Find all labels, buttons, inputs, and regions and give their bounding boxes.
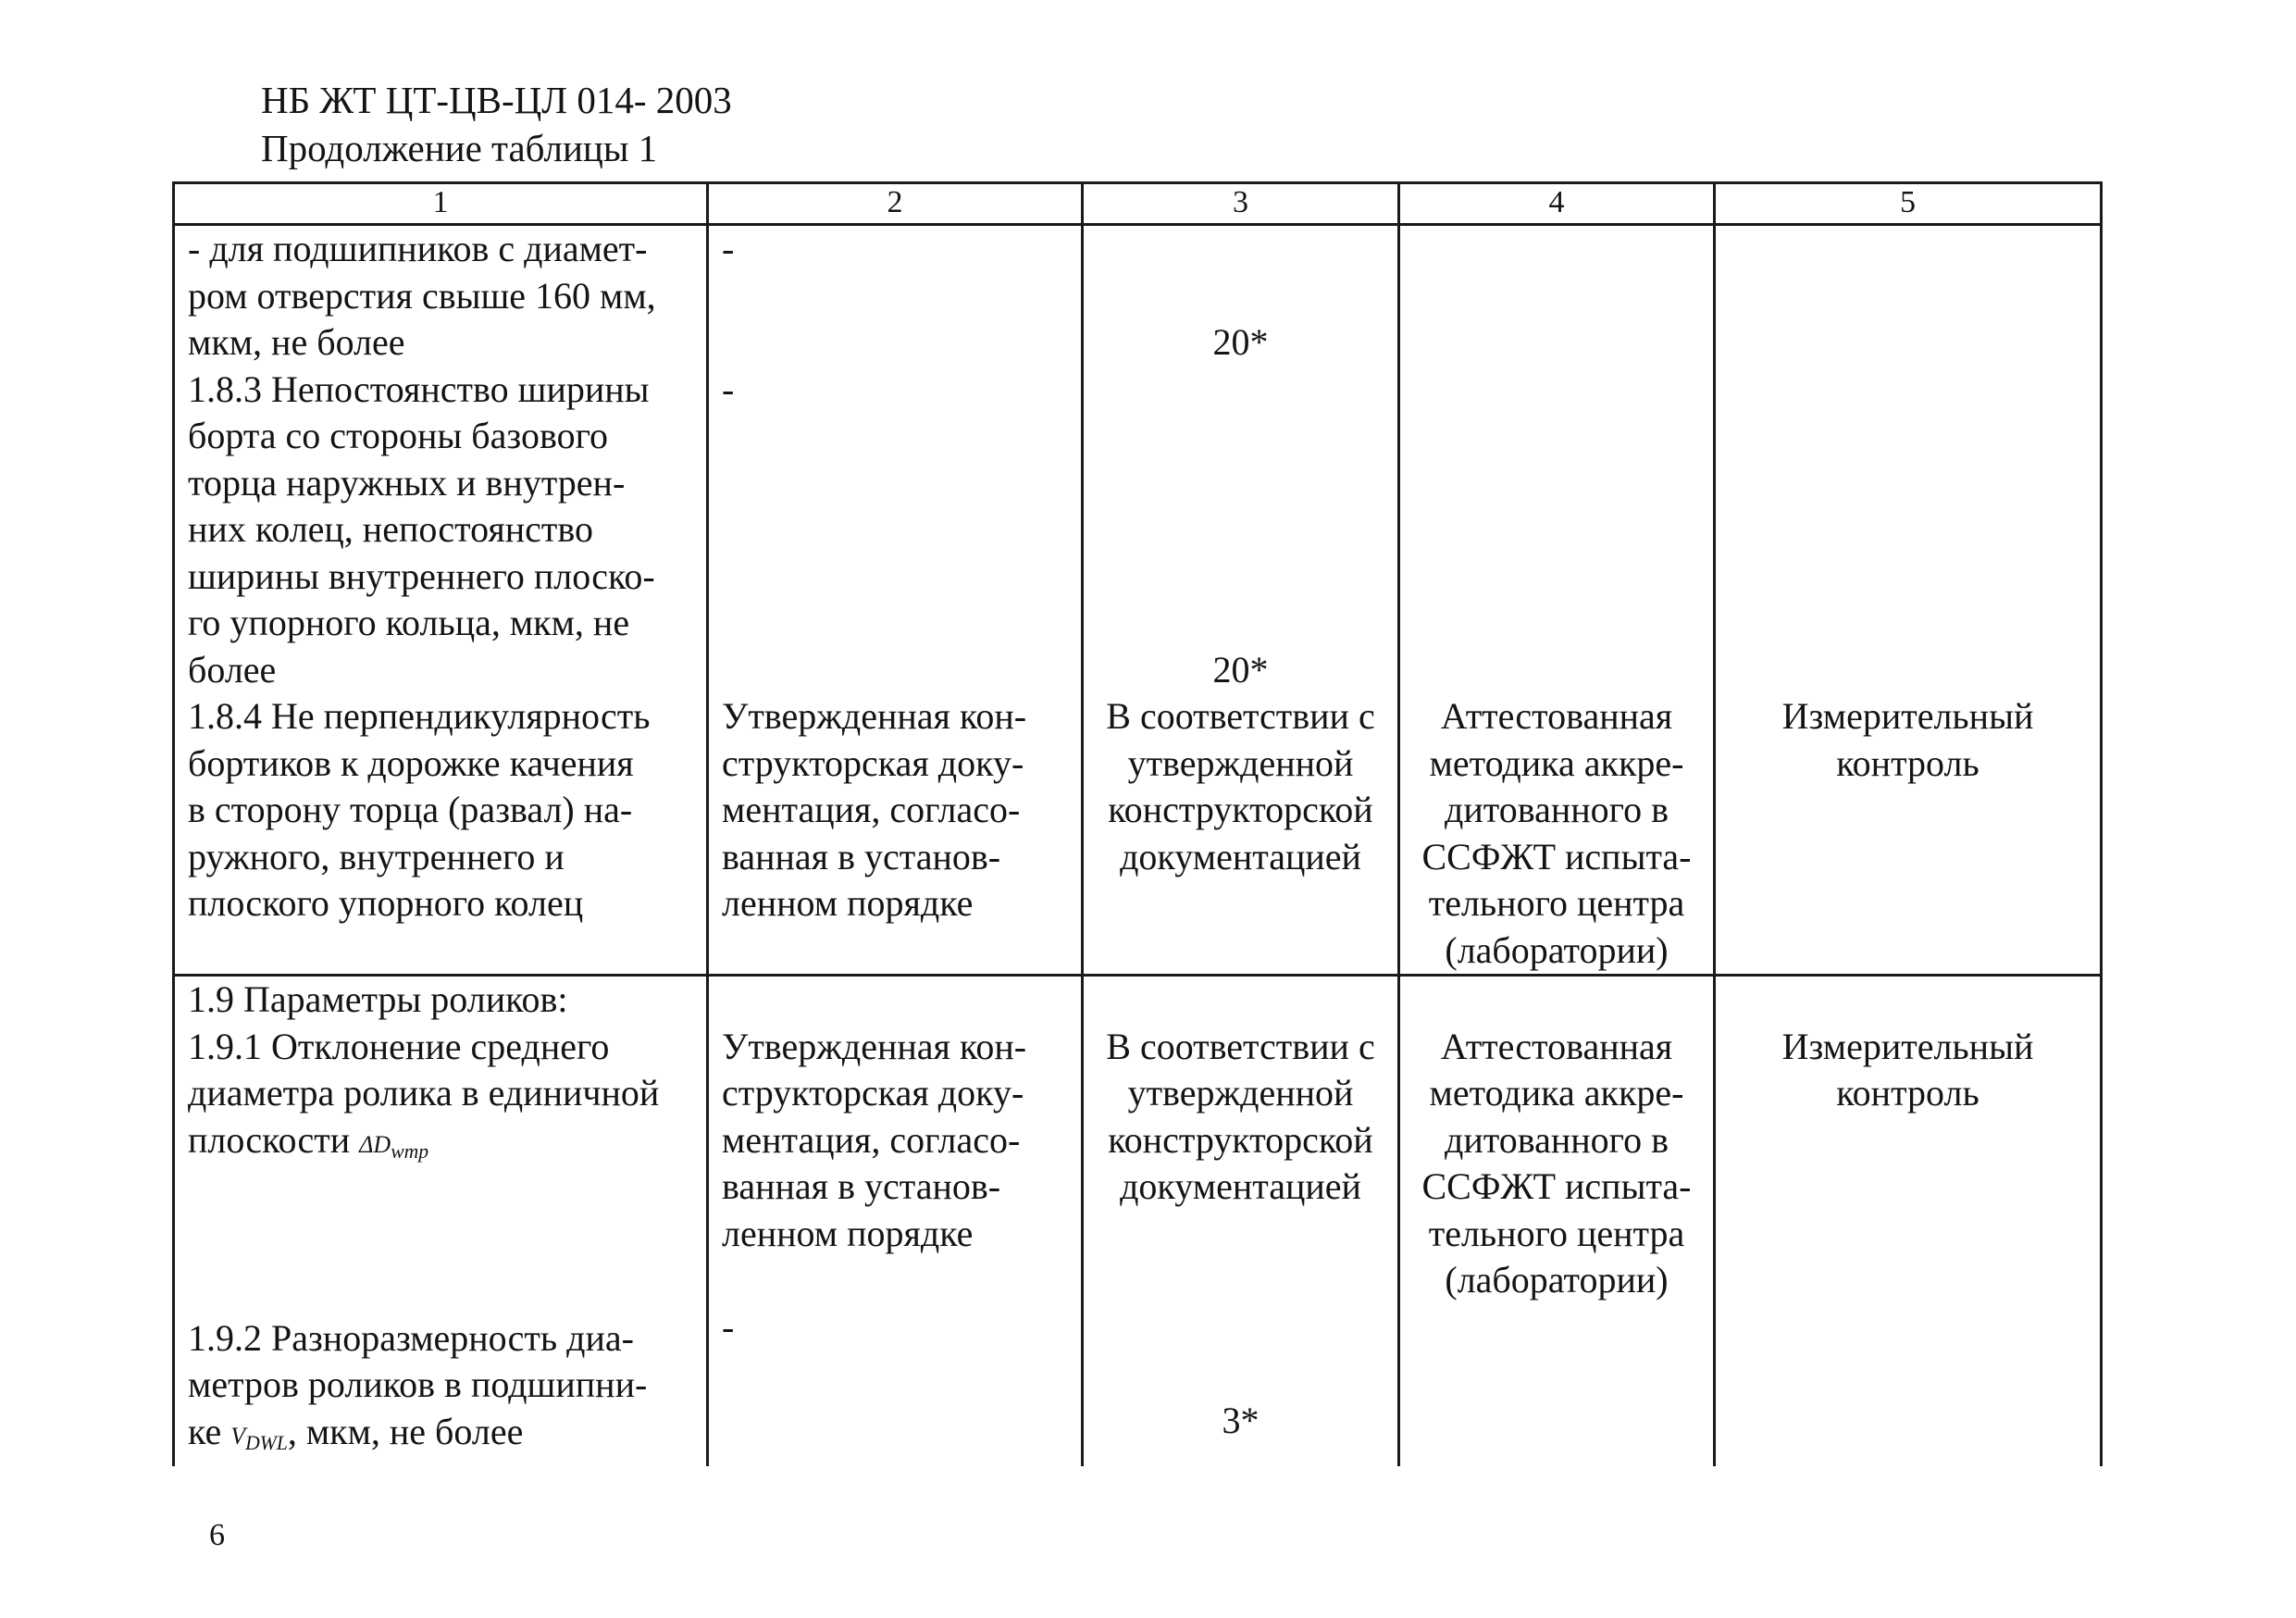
column-header-4: 4 bbox=[1399, 183, 1715, 225]
table-row bbox=[174, 225, 2102, 976]
table-cell bbox=[1399, 976, 1715, 1467]
table-continuation-caption: Продолжение таблицы 1 bbox=[261, 127, 658, 169]
control-type-text: Измерительный контроль bbox=[1781, 1025, 2034, 1114]
page-number: 6 bbox=[209, 1518, 225, 1552]
table-row bbox=[174, 976, 2102, 1467]
parameter-text-part: , мкм, не более bbox=[287, 1410, 524, 1452]
parameter-text bbox=[188, 977, 693, 1466]
normative-document-text: Утвержденная кон- структорская доку- ментация, согласо- ванная в установ- ленном порядке - bbox=[722, 1025, 1027, 1348]
parameter-text-part: 1.9.2 Разноразмерность диа- метров роликов в подшипни- ке bbox=[188, 1316, 648, 1452]
column-header-3: 3 bbox=[1083, 183, 1399, 225]
normative-document-text: - - Утвержденная кон- структорская доку- ментация, согласо- ванная в установ- ленном порядке bbox=[722, 228, 1027, 924]
table-header-row bbox=[174, 183, 2102, 225]
norm-value-text: В соответствии с утвержденной конструкторской документацией 3* bbox=[1106, 1025, 1375, 1441]
document-code: НБ ЖТ ЦТ-ЦВ-ЦЛ 014- 2003 bbox=[261, 79, 732, 121]
method-text: Аттестованная методика аккре- дитованного в ССФЖТ испыта- тельного центра (лаборатории) bbox=[1421, 695, 1692, 971]
table-cell bbox=[1399, 225, 1715, 976]
symbol-vdwl: $V_{DWL}$ bbox=[230, 1422, 288, 1454]
control-type-text: Измерительный контроль bbox=[1781, 695, 2034, 784]
symbol-delta-dwmp: $\Delta D_{wmp}$ bbox=[359, 1130, 429, 1163]
parameter-text: - для подшипников с диамет- ром отверстия свыше 160 мм, мкм, не более 1.8.3 Непостоянство ширины борта со стороны базового торца наружных и внутрен- них колец, непостоянство ширины внутреннего плоско- го упорного кольца, мкм, не более 1.8.4 Не перпендикулярность бортиков к дорожке качения в сторону торца (развал) на- ружного, внутреннего и плоского упорного колец bbox=[188, 228, 656, 924]
column-header-2: 2 bbox=[708, 183, 1083, 225]
parameter-text-part: 1.9 Параметры роликов: 1.9.1 Отклонение среднего диаметра ролика в единичной плоскости bbox=[188, 978, 660, 1161]
method-text: Аттестованная методика аккре- дитованного в ССФЖТ испыта- тельного центра (лаборатории) bbox=[1421, 1025, 1692, 1301]
table-cell bbox=[1715, 976, 2102, 1467]
table-cell bbox=[1083, 976, 1399, 1467]
norm-value-text: 20* 20* В соответствии с утвержденной конструкторской документацией bbox=[1106, 321, 1375, 877]
table-cell bbox=[708, 976, 1083, 1467]
table-cell bbox=[708, 225, 1083, 976]
table-cell bbox=[1715, 225, 2102, 976]
document-header bbox=[261, 76, 732, 172]
column-header-1: 1 bbox=[174, 183, 708, 225]
table-cell bbox=[174, 976, 708, 1467]
table-cell bbox=[174, 225, 708, 976]
table-cell bbox=[1083, 225, 1399, 976]
requirements-table bbox=[172, 181, 2103, 1466]
column-header-5: 5 bbox=[1715, 183, 2102, 225]
